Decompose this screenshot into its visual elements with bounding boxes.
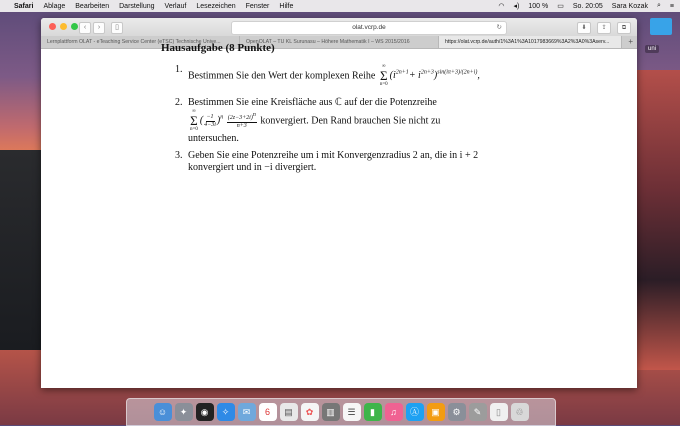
reload-icon[interactable]: ↻ [496, 24, 502, 31]
task-2-formula: ( $\frac{-1}{4-3i}$ )$^n$ $\frac{(2z-3+2i)^n}{n+3}$ [199, 112, 256, 129]
desktop-background-right [635, 70, 680, 370]
tab-olat-lernplattform[interactable]: Lernplattform OLAT - eTeaching Service Center (eTSC) Technische Unive... [41, 36, 240, 48]
photos-icon[interactable]: ✿ [301, 403, 319, 421]
address-bar[interactable] [231, 21, 507, 35]
menu-fenster[interactable]: Fenster [245, 2, 270, 10]
minimize-icon[interactable] [60, 23, 67, 30]
task-3-body [188, 150, 508, 174]
battery-label[interactable]: 100 % [528, 2, 549, 10]
volume-icon[interactable]: ◂) [513, 3, 520, 10]
search-icon[interactable]: ⌕ [656, 2, 661, 9]
trash-icon[interactable]: ♲ [511, 403, 529, 421]
safari-icon[interactable]: ✧ [217, 403, 235, 421]
desktop-folder-icon[interactable] [650, 18, 672, 35]
sum-symbol: ∞ Σ n=0 [190, 109, 198, 132]
task-1-text: Bestimmen Sie den Wert der komplexen Reihe [188, 70, 376, 82]
desktop-background-left [0, 150, 45, 350]
preview-icon[interactable]: ▤ [280, 403, 298, 421]
sidebar-toggle-icon[interactable]: ▯ [111, 22, 123, 34]
menu-bearbeiten[interactable]: Bearbeiten [75, 2, 110, 10]
task-2-text3: untersuchen. [188, 133, 239, 144]
battery-icon[interactable]: ▭ [557, 3, 564, 10]
tab-active-pdf[interactable]: https://olat.vcrp.de/auth/1%3A1%3A1017983669%3A2%3A0%3Aserv... [439, 36, 622, 48]
calendar-icon[interactable] [259, 403, 277, 421]
app-store-icon[interactable]: Ⓐ [406, 403, 424, 421]
url-text: olat.vcrp.de [352, 24, 386, 31]
task-3-text2: konvergiert und in −i divergiert. [188, 162, 317, 173]
clock[interactable]: So. 20:05 [572, 2, 603, 10]
dock [126, 398, 556, 426]
ibooks-icon[interactable]: ▣ [427, 403, 445, 421]
back-button[interactable]: ‹ [79, 22, 91, 34]
wifi-icon[interactable]: ◠ [498, 3, 505, 10]
task-1-number: 1. [175, 64, 183, 75]
downloads-icon[interactable]: ⬇ [577, 22, 591, 34]
menu-app[interactable]: Safari [14, 2, 34, 10]
tab-bar [41, 36, 637, 49]
menubar [0, 0, 680, 12]
task-1-formula: $(i^{2n+1}+ i^{2n+3})^{sin(i\pi+3)/(2n+i)}$, [389, 69, 480, 82]
numbers-icon[interactable]: ▮ [364, 403, 382, 421]
menu-darstellung[interactable]: Darstellung [119, 2, 155, 10]
window-controls [49, 23, 78, 30]
document-icon[interactable]: ▯ [490, 403, 508, 421]
system-prefs-icon[interactable]: ⚙ [448, 403, 466, 421]
zoom-icon[interactable] [71, 23, 78, 30]
music-icon[interactable]: ♫ [385, 403, 403, 421]
close-icon[interactable] [49, 23, 56, 30]
reminders-icon[interactable]: ☰ [343, 403, 361, 421]
new-tab-icon[interactable]: + [628, 37, 633, 46]
titlebar [41, 18, 637, 36]
share-icon[interactable]: ⇪ [597, 22, 611, 34]
task-3-text: Geben Sie eine Potenzreihe um i mit Konvergenzradius 2 an, die in i + 2 [188, 150, 479, 161]
heading-clipped: Hausaufgabe (8 Punkte) [161, 42, 275, 54]
menu-verlauf[interactable]: Verlauf [164, 2, 187, 10]
mail-icon[interactable]: ✉ [238, 403, 256, 421]
sum-symbol: ∞ Σ n=0 [379, 64, 388, 87]
dashboard-icon[interactable]: ◉ [196, 403, 214, 421]
task-2-text: Bestimmen Sie eine Kreisfläche aus ℂ auf der die Potenzreihe [188, 97, 437, 108]
task-3-number: 3. [175, 150, 183, 161]
task-2-body [188, 97, 508, 145]
finder-icon[interactable]: ☺ [154, 403, 172, 421]
task-2-number: 2. [175, 97, 183, 108]
launchpad-icon[interactable]: ✦ [175, 403, 193, 421]
tabs-overview-icon[interactable]: ⧉ [617, 22, 631, 34]
menu-ablage[interactable]: Ablage [43, 2, 66, 10]
utilities-icon[interactable]: ✎ [469, 403, 487, 421]
safari-window [41, 18, 637, 388]
desktop-uni-label[interactable]: uni [645, 45, 659, 53]
user-name[interactable]: Sara Kozak [611, 2, 648, 10]
task-1-body [188, 64, 508, 88]
task-2-text2: konvergiert. Den Rand brauchen Sie nicht zu [260, 115, 441, 127]
calendar-day: 6 [264, 407, 270, 417]
menu-lesezeichen[interactable]: Lesezeichen [196, 2, 236, 10]
tab-openolat-hoehere-mathe[interactable]: OpenOLAT – TU KL Surunasu – Höhere Mathematik I – WS 2015/2016 [240, 36, 439, 48]
status-area [498, 0, 674, 12]
forward-button[interactable]: › [93, 22, 105, 34]
menu-hilfe[interactable]: Hilfe [279, 2, 294, 10]
list-icon[interactable]: ≡ [669, 2, 674, 10]
notes-icon[interactable]: ▥ [322, 403, 340, 421]
